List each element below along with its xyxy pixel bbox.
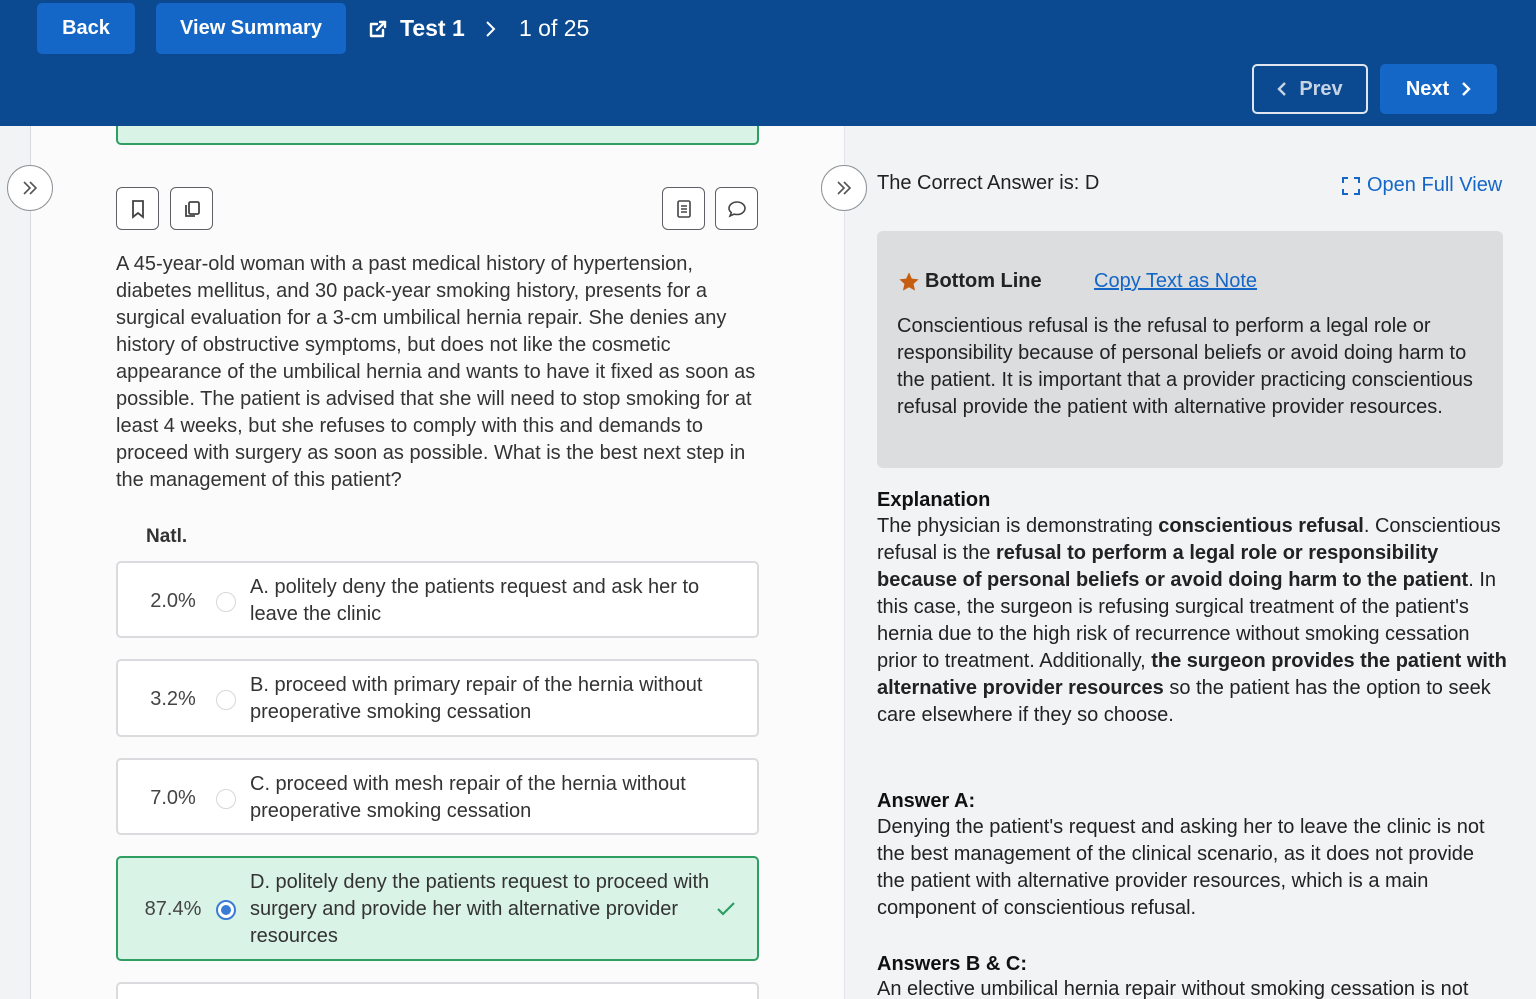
double-chevron-right-icon [21,180,39,196]
test-name: Test 1 [400,15,465,41]
next-button[interactable] [1380,64,1497,114]
national-stats-label: Natl. [146,526,188,547]
expand-explanation-button[interactable] [821,165,867,211]
choice-percentage: 3.2% [150,688,196,710]
double-chevron-right-icon [835,180,853,196]
notes-button[interactable] [662,187,705,230]
answers-bc-text: An elective umbilical hernia repair without smoking cessation is not [877,978,1469,999]
top-navigation-bar [0,0,1536,126]
expand-corners-icon [1341,176,1361,196]
copy-button[interactable] [170,187,213,230]
bookmark-icon [128,199,148,219]
correct-answer-label: The Correct Answer is: D [877,172,1100,194]
expand-sidebar-button[interactable] [7,165,53,211]
chevron-right-icon [1461,81,1471,97]
view-summary-button[interactable]: View Summary [156,3,346,54]
answer-choice-e[interactable] [116,982,759,999]
choice-text: D. politely deny the patients request to proceed with surgery and provide her with alternative provider resources [250,871,710,947]
bottom-line-text: Conscientious refusal is the refusal to perform a legal role or responsibility because of personal beliefs or avoid doing harm to the patient. It is important that a provider practicing conscientious refusal provide the patient with alternative provider resources. [897,315,1473,418]
copy-icon [182,199,202,219]
comment-icon [727,199,747,219]
explanation-segment: . Conscientious refusal is the [877,515,1501,564]
answer-choice-c[interactable] [116,758,759,835]
choice-percentage: 87.4% [144,898,202,920]
bottom-line-title: Bottom Line [925,270,1042,292]
explanation-segment: so the patient has the option to seek care elsewhere if they so choose. [877,677,1491,726]
chevron-left-icon [1277,81,1287,97]
choice-text: C. proceed with mesh repair of the hernia without preoperative smoking cessation [250,773,686,822]
answers-bc-title: Answers B & C: [877,953,1028,975]
bookmark-button[interactable] [116,187,159,230]
chevron-right-icon [484,3,498,54]
open-full-view-link[interactable] [1341,174,1502,197]
explanation-emphasis: the surgeon provides the patient with alternative provider resources [877,650,1507,699]
prev-label: Prev [1299,77,1343,100]
explanation-emphasis: conscientious refusal [1158,515,1364,537]
explanation-text [877,513,1507,729]
answer-a-text: Denying the patient's request and asking her to leave the clinic is not the best management of the clinical scenario, as it does not provide the patient with alternative provider resources, which is a main component of conscientious refusal. [877,816,1485,919]
choice-percentage: 2.0% [150,590,196,612]
prev-button[interactable] [1252,64,1368,114]
open-full-view-label: Open Full View [1367,174,1503,196]
question-counter: 1 of 25 [519,15,590,41]
radio-button[interactable] [216,690,236,710]
share-external-icon [366,17,390,41]
checkmark-icon [715,898,737,920]
copy-text-as-note-link[interactable]: Copy Text as Note [1094,270,1258,292]
question-stem: A 45-year-old woman with a past medical history of hypertension, diabetes mellitus, and 30 pack-year smoking history, presents for a surgical evaluation for a 3-cm umbilical hernia repair. She denies any history of obstructive symptoms, but does not like the cosmetic appearance of the umbilical hernia and wants to have it fixed as soon as possible. The patient is advised that she will need to stop smoking for at least 4 weeks, but she refuses to comply with this and demands to proceed with surgery as soon as possible. What is the best next step in the management of this patient? [116,253,756,491]
answer-a-title: Answer A: [877,790,976,812]
choice-text: A. politely deny the patients request and ask her to leave the clinic [250,576,700,625]
previous-content-box [116,126,759,145]
answer-choice-a[interactable] [116,561,759,638]
next-label: Next [1405,77,1450,100]
choice-text: B. proceed with primary repair of the hernia without preoperative smoking cessation [250,674,703,723]
explanation-segment: The physician is demonstrating [877,515,1159,537]
answer-choice-b[interactable] [116,659,759,737]
answer-choice-d[interactable] [116,856,759,961]
explanation-title: Explanation [877,489,991,511]
radio-button-selected[interactable] [216,900,236,920]
explanation-emphasis: refusal to perform a legal role or responsibility because of personal beliefs or avoid doing harm to the patient [877,542,1469,591]
test-breadcrumb[interactable] [366,3,465,54]
explanation-segment: . In this case, the surgeon is refusing surgical treatment of the patient's hernia due to the high risk of recurrence without smoking cessation prior to treatment. Additionally, [877,569,1497,672]
comment-button[interactable] [715,187,758,230]
choice-percentage: 7.0% [150,787,196,809]
radio-button[interactable] [216,789,236,809]
notes-icon [674,199,694,219]
back-button[interactable]: Back [37,3,135,54]
star-icon [898,271,920,293]
radio-button[interactable] [216,592,236,612]
